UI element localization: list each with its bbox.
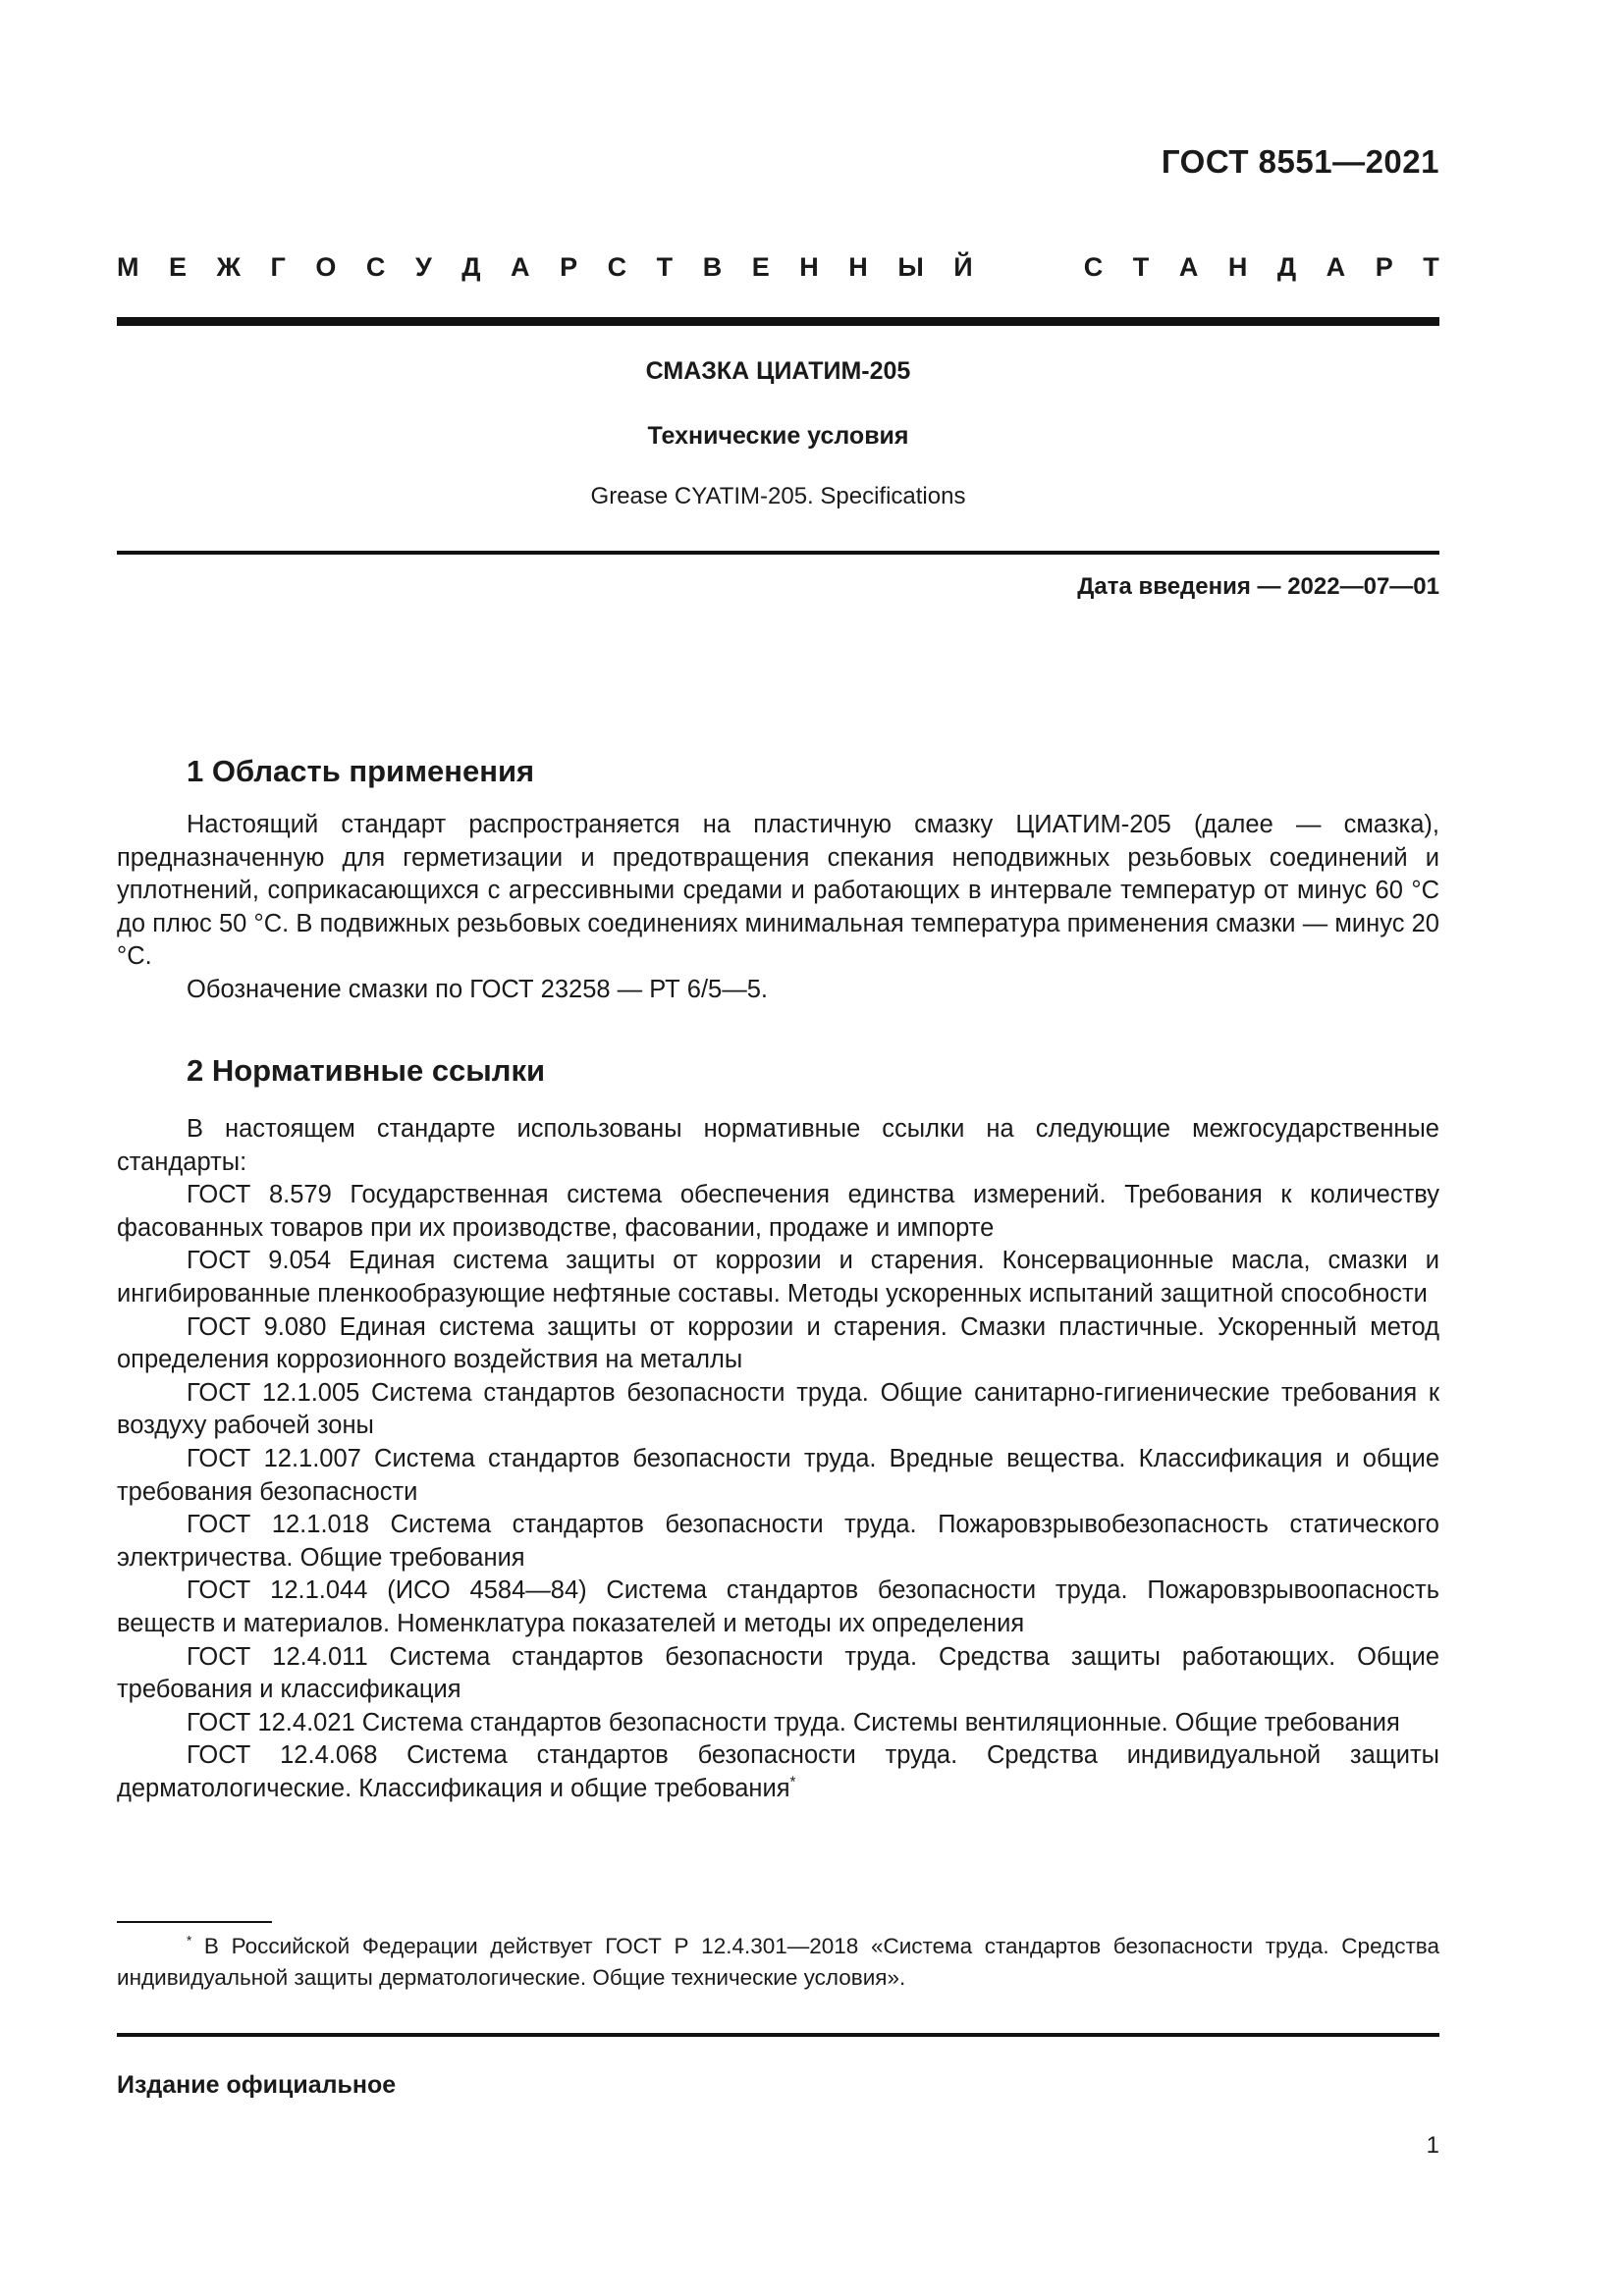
banner-letter: Д bbox=[1276, 252, 1297, 282]
footnote-separator bbox=[117, 1921, 272, 1923]
section-1-heading: 1 Область применения bbox=[187, 754, 535, 788]
interstate-standard-banner bbox=[117, 252, 1439, 283]
footer-rule bbox=[117, 2033, 1439, 2037]
document-title: СМАЗКА ЦИАТИМ-205 bbox=[645, 357, 911, 385]
section-1-body bbox=[117, 809, 1439, 1007]
paragraph: Обозначение смазки по ГОСТ 23258 — РТ 6/5—5. bbox=[187, 975, 768, 1003]
banner-letter: У bbox=[414, 252, 432, 282]
reference-item: ГОСТ 12.4.011 Система стандартов безопасности труда. Средства защиты работающих. Общие требования и классификация bbox=[117, 1642, 1439, 1704]
banner-letter: Р bbox=[560, 252, 578, 282]
official-edition-label: Издание официальное bbox=[117, 2071, 397, 2099]
banner-letter: Р bbox=[1375, 252, 1393, 282]
reference-item-last bbox=[117, 1739, 1439, 1805]
banner-letter: Е bbox=[169, 252, 188, 282]
paragraph: В настоящем стандарте использованы нормативные ссылки на следующие межгосударственные стандарты: bbox=[117, 1115, 1439, 1176]
reference-item: ГОСТ 12.1.007 Система стандартов безопасности труда. Вредные вещества. Классификация и общие требования безопасности bbox=[117, 1444, 1439, 1506]
banner-word-gap bbox=[1002, 252, 1054, 283]
footnote-text: В Российской Федерации действует ГОСТ Р 12.4.301—2018 «Система стандартов безопасности труда. Средства индивидуальной защиты дерматологические. Общие технические условия». bbox=[117, 1934, 1439, 1990]
english-title: Grease CYATIM-205. Specifications bbox=[590, 483, 966, 509]
reference-item: ГОСТ 12.1.044 (ИСО 4584—84) Система стандартов безопасности труда. Пожаровзрывоопасность веществ и материалов. Номенклатура показателей и методы их определения bbox=[117, 1576, 1439, 1637]
banner-letter: Д bbox=[461, 252, 481, 282]
reference-item: ГОСТ 9.080 Единая система защиты от коррозии и старения. Смазки пластичные. Ускоренный метод определения коррозионного воздействия на металлы bbox=[117, 1312, 1439, 1374]
banner-letter: О bbox=[315, 252, 337, 282]
reference-item: ГОСТ 12.4.021 Система стандартов безопасности труда. Системы вентиляционные. Общие требования bbox=[187, 1708, 1400, 1736]
paragraph: Настоящий стандарт распространяется на пластичную смазку ЦИАТИМ-205 (далее — смазка), предназначенную для герметизации и предотвращения спекания неподвижных резьбовых соединений и уплотнений, соприкасающихся с агрессивными средами и работающих в интервале температур от минус 60 °С до плюс 50 °С. В подвижных резьбовых соединениях минимальная температура применения смазки — минус 20 °С. bbox=[117, 811, 1439, 971]
banner-letter: Н bbox=[799, 252, 819, 282]
reference-item: ГОСТ 12.1.018 Система стандартов безопасности труда. Пожаровзрывобезопасность статического электричества. Общие требования bbox=[117, 1511, 1439, 1572]
introduction-date: Дата введения — 2022—07—01 bbox=[1077, 573, 1439, 600]
banner-letter: Т bbox=[656, 252, 674, 282]
banner-letter: Г bbox=[270, 252, 286, 282]
reference-text: ГОСТ 12.4.068 Система стандартов безопасности труда. Средства индивидуальной защиты дерматологические. Классификация и общие требования bbox=[117, 1741, 1439, 1802]
document-subtitle: Технические условия bbox=[647, 422, 909, 450]
section-2-heading: 2 Нормативные ссылки bbox=[187, 1053, 546, 1088]
reference-item: ГОСТ 9.054 Единая система защиты от коррозии и старения. Консервационные масла, смазки и ингибированные пленкообразующие нефтяные составы. Методы ускоренных испытаний защитной способности bbox=[117, 1247, 1439, 1308]
footnote-mark: * bbox=[187, 1933, 192, 1949]
footnote-mark: * bbox=[789, 1774, 796, 1791]
banner-letter: Ж bbox=[216, 252, 241, 282]
banner-letter: В bbox=[702, 252, 723, 282]
section-2-body bbox=[117, 1113, 1439, 1805]
banner-letter: Т bbox=[1132, 252, 1150, 282]
banner-letter: Е bbox=[751, 252, 770, 282]
banner-letter: А bbox=[511, 252, 530, 282]
header-rule bbox=[117, 317, 1439, 326]
banner-letter: Т bbox=[1423, 252, 1439, 282]
page-number: 1 bbox=[1426, 2132, 1439, 2159]
banner-letter: М bbox=[117, 252, 139, 282]
footnote bbox=[117, 1931, 1439, 1994]
banner-letter: С bbox=[1083, 252, 1104, 282]
title-rule bbox=[117, 551, 1439, 555]
banner-letter: А bbox=[1178, 252, 1199, 282]
banner-letter: А bbox=[1326, 252, 1346, 282]
banner-letter: С bbox=[607, 252, 627, 282]
reference-item: ГОСТ 8.579 Государственная система обеспечения единства измерений. Требования к количеству фасованных товаров при их производстве, фасовании, продаже и импорте bbox=[117, 1181, 1439, 1242]
gost-number: ГОСТ 8551—2021 bbox=[1161, 143, 1439, 180]
banner-letter: Й bbox=[953, 252, 973, 282]
banner-letter: Н bbox=[848, 252, 868, 282]
banner-letter: Ы bbox=[897, 252, 924, 282]
reference-item: ГОСТ 12.1.005 Система стандартов безопасности труда. Общие санитарно-гигиенические требования к воздуху рабочей зоны bbox=[117, 1378, 1439, 1440]
banner-letter: Н bbox=[1227, 252, 1248, 282]
banner-letter: С bbox=[365, 252, 386, 282]
